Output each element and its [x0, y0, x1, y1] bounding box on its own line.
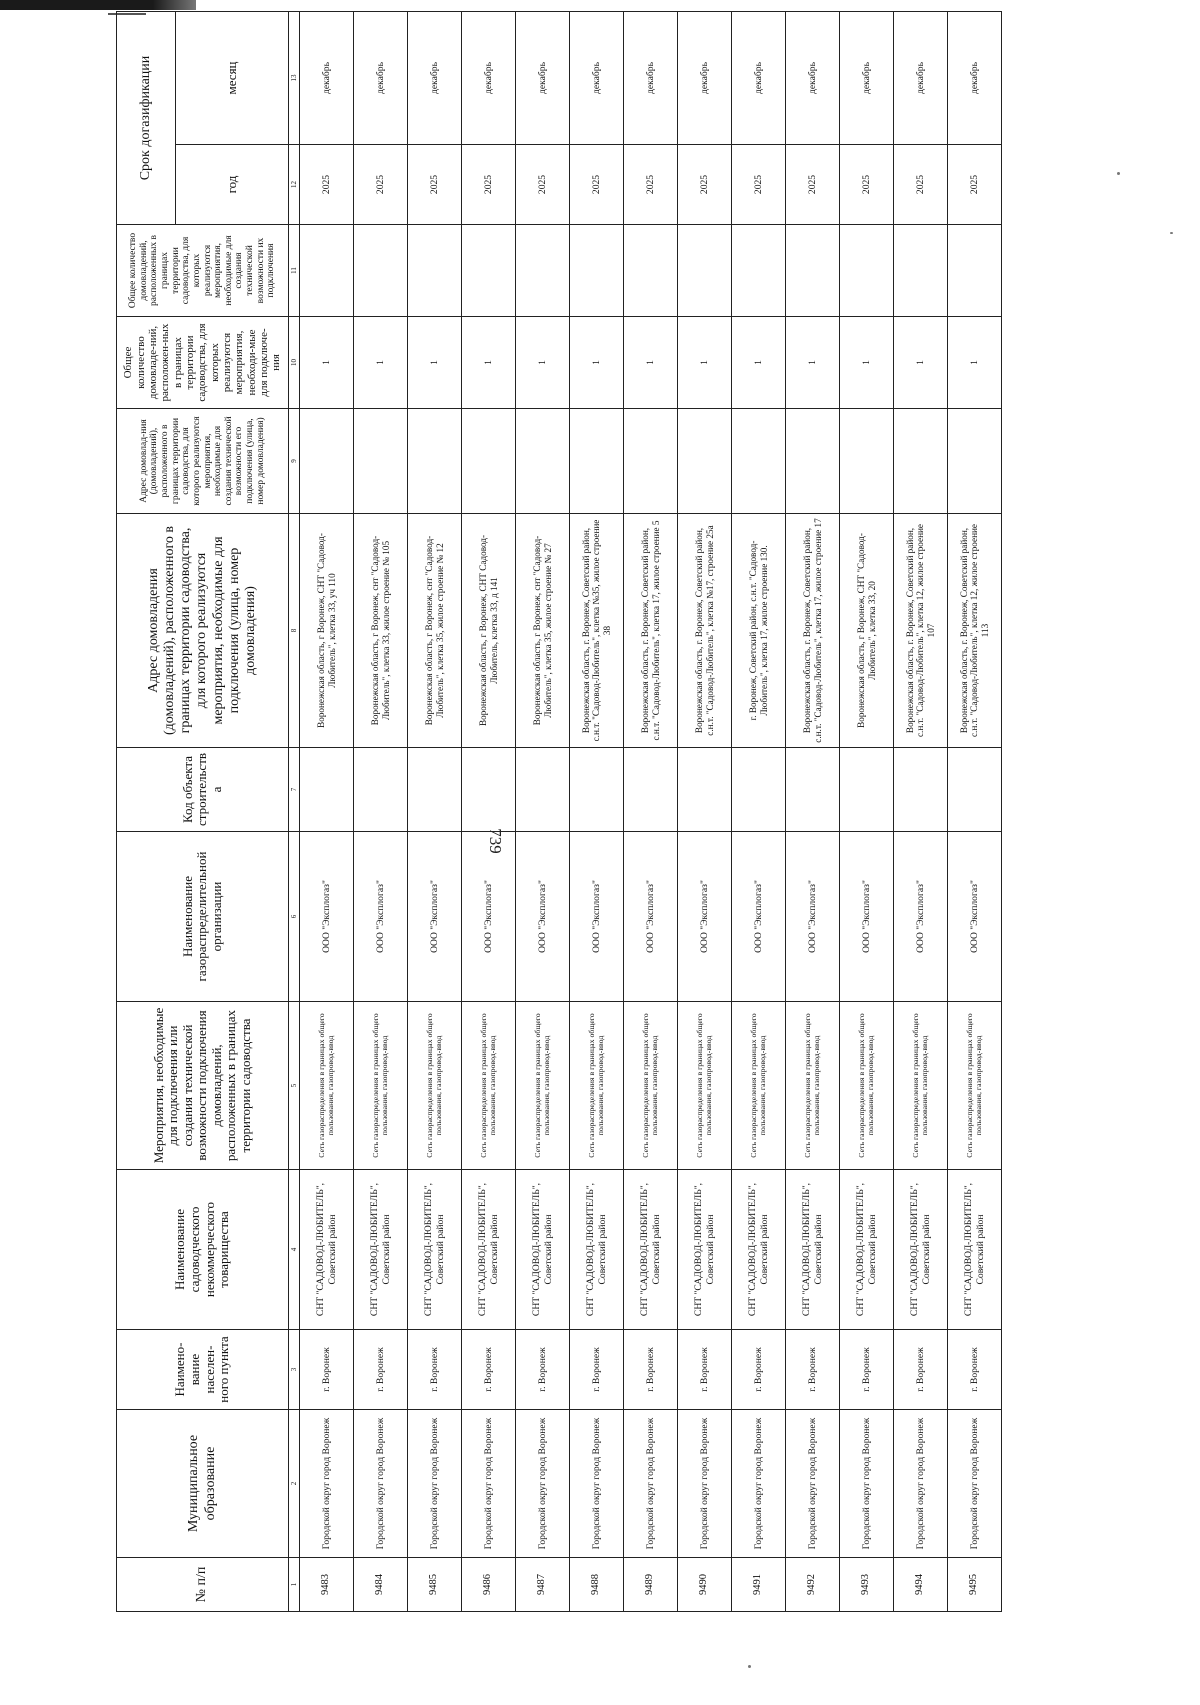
cell-number: 9487 [516, 1558, 570, 1612]
cell-gas-org: ООО "Эксплогаз" [570, 832, 624, 1002]
column-number: 4 [289, 1170, 300, 1330]
rotated-table-container [116, 55, 1096, 1612]
cell-count-tech [732, 225, 786, 317]
scan-edge-mark [0, 0, 196, 10]
header-month: месяц [176, 12, 289, 145]
column-number-row [289, 12, 300, 1612]
cell-object-code [300, 748, 354, 832]
cell-month: декабрь [570, 12, 624, 145]
cell-snt: СНТ "САДОВОД-ЛЮБИТЕЛЬ", Советский район [948, 1170, 1002, 1330]
header-year: год [176, 145, 289, 225]
cell-address: Воронежская область, г. Воронеж, Советский район, с.н.т. "Садовод-Любитель", клетка №17, строение 25а [678, 514, 732, 748]
cell-settlement: г. Воронеж [786, 1330, 840, 1410]
header-number: № п/п [117, 1558, 289, 1612]
cell-address-tech [462, 409, 516, 514]
cell-gas-org: ООО "Эксплогаз" [786, 832, 840, 1002]
cell-number: 9492 [786, 1558, 840, 1612]
cell-count-tech [408, 225, 462, 317]
cell-snt: СНТ "САДОВОД-ЛЮБИТЕЛЬ", Советский район [354, 1170, 408, 1330]
table-row [948, 12, 1002, 1612]
cell-count-connect: 1 [624, 317, 678, 409]
cell-count-tech [786, 225, 840, 317]
cell-month: декабрь [732, 12, 786, 145]
column-number: 7 [289, 748, 300, 832]
cell-count-connect: 1 [462, 317, 516, 409]
cell-address-tech [894, 409, 948, 514]
cell-settlement: г. Воронеж [300, 1330, 354, 1410]
cell-year: 2025 [678, 145, 732, 225]
cell-municipality: Городской округ город Воронеж [462, 1410, 516, 1558]
cell-settlement: г. Воронеж [948, 1330, 1002, 1410]
scan-speck [1117, 172, 1120, 175]
table-row [786, 12, 840, 1612]
cell-measures: Сеть газораспределения в границах общего пользования, газопровод-ввод [354, 1002, 408, 1170]
cell-object-code [678, 748, 732, 832]
cell-month: декабрь [408, 12, 462, 145]
cell-number: 9491 [732, 1558, 786, 1612]
cell-settlement: г. Воронеж [408, 1330, 462, 1410]
cell-month: декабрь [840, 12, 894, 145]
cell-count-connect: 1 [732, 317, 786, 409]
cell-municipality: Городской округ город Воронеж [732, 1410, 786, 1558]
cell-count-connect: 1 [354, 317, 408, 409]
gasification-table [116, 11, 1002, 1612]
table-row [516, 12, 570, 1612]
cell-snt: СНТ "САДОВОД-ЛЮБИТЕЛЬ", Советский район [462, 1170, 516, 1330]
cell-measures: Сеть газораспределения в границах общего пользования, газопровод-ввод [948, 1002, 1002, 1170]
header-term: Срок догазификации [117, 12, 176, 225]
cell-count-connect: 1 [678, 317, 732, 409]
cell-count-tech [840, 225, 894, 317]
cell-address: Воронежская область, г Воронеж, СНТ "Садовод-Любитель", клетка 33, уч 110 [300, 514, 354, 748]
cell-municipality: Городской округ город Воронеж [786, 1410, 840, 1558]
column-number: 1 [289, 1558, 300, 1612]
header-object-code: Код объекта строительства [117, 748, 289, 832]
cell-year: 2025 [894, 145, 948, 225]
cell-measures: Сеть газораспределения в границах общего пользования, газопровод-ввод [516, 1002, 570, 1170]
table-row [894, 12, 948, 1612]
cell-count-connect: 1 [840, 317, 894, 409]
cell-measures: Сеть газораспределения в границах общего пользования, газопровод-ввод [408, 1002, 462, 1170]
cell-address-tech [516, 409, 570, 514]
cell-address-tech [678, 409, 732, 514]
cell-count-connect: 1 [786, 317, 840, 409]
cell-address-tech [840, 409, 894, 514]
cell-municipality: Городской округ город Воронеж [678, 1410, 732, 1558]
cell-municipality: Городской округ город Воронеж [300, 1410, 354, 1558]
cell-snt: СНТ "САДОВОД-ЛЮБИТЕЛЬ", Советский район [624, 1170, 678, 1330]
table-body [300, 12, 1002, 1612]
table-row [408, 12, 462, 1612]
cell-year: 2025 [786, 145, 840, 225]
header-count-tech: Общее количество домовладений, расположенных в границах территории садоводства, для которых реализуются мероприятия, необходимые для создания технической возможности их подключения [117, 225, 289, 317]
cell-year: 2025 [354, 145, 408, 225]
page-number: 739 [486, 828, 505, 854]
cell-count-tech [624, 225, 678, 317]
cell-municipality: Городской округ город Воронеж [894, 1410, 948, 1558]
cell-count-tech [462, 225, 516, 317]
cell-month: декабрь [948, 12, 1002, 145]
cell-municipality: Городской округ город Воронеж [408, 1410, 462, 1558]
cell-gas-org: ООО "Эксплогаз" [678, 832, 732, 1002]
cell-object-code [570, 748, 624, 832]
cell-month: декабрь [462, 12, 516, 145]
header-count-connect: Общее количество домовладе-ний, расположен-ных в границах территории садоводства, для которых реализуются мероприятия, необходи-мые для подключе-ния [117, 317, 289, 409]
cell-object-code [894, 748, 948, 832]
cell-settlement: г. Воронеж [570, 1330, 624, 1410]
column-number: 12 [289, 145, 300, 225]
cell-object-code [786, 748, 840, 832]
cell-settlement: г. Воронеж [840, 1330, 894, 1410]
cell-municipality: Городской округ город Воронеж [840, 1410, 894, 1558]
cell-address: Воронежская область, г. Воронеж, Советский район, с.н.т. "Садовод-Любитель", клетка 12, жилое строение 107 [894, 514, 948, 748]
cell-settlement: г. Воронеж [624, 1330, 678, 1410]
cell-snt: СНТ "САДОВОД-ЛЮБИТЕЛЬ", Советский район [732, 1170, 786, 1330]
cell-snt: СНТ "САДОВОД-ЛЮБИТЕЛЬ", Советский район [786, 1170, 840, 1330]
cell-snt: СНТ "САДОВОД-ЛЮБИТЕЛЬ", Советский район [300, 1170, 354, 1330]
header-address: Адрес домовладения (домовладений), расположенного в границах территории садоводства, для которого реализуются мероприятия, необходимые для подключения (улица, номер домовладения) [117, 514, 289, 748]
cell-measures: Сеть газораспределения в границах общего пользования, газопровод-ввод [732, 1002, 786, 1170]
cell-count-tech [516, 225, 570, 317]
cell-measures: Сеть газораспределения в границах общего пользования, газопровод-ввод [300, 1002, 354, 1170]
cell-gas-org: ООО "Эксплогаз" [840, 832, 894, 1002]
cell-year: 2025 [732, 145, 786, 225]
cell-settlement: г. Воронеж [732, 1330, 786, 1410]
cell-settlement: г. Воронеж [516, 1330, 570, 1410]
cell-snt: СНТ "САДОВОД-ЛЮБИТЕЛЬ", Советский район [408, 1170, 462, 1330]
cell-address: Воронежская область, г Воронеж, снт "Садовод-Любитель", клетка 35, жилое строение № 27 [516, 514, 570, 748]
cell-address: Воронежская область, г. Воронеж, Советский район, с.н.т. "Садовод-Любитель", клетка №35, жилое строение 38 [570, 514, 624, 748]
cell-year: 2025 [462, 145, 516, 225]
cell-year: 2025 [570, 145, 624, 225]
header-measures: Мероприятия, необходимые для подключения или создания технической возможности подключения домовладений, расположенных в границах территории садоводства [117, 1002, 289, 1170]
cell-address: Воронежская область, г. Воронеж, Советский район, с.н.т. "Садовод-Любитель", клетка 12, жилое строение 113 [948, 514, 1002, 748]
cell-count-tech [948, 225, 1002, 317]
table-row [354, 12, 408, 1612]
table-row [732, 12, 786, 1612]
cell-count-connect: 1 [894, 317, 948, 409]
cell-snt: СНТ "САДОВОД-ЛЮБИТЕЛЬ", Советский район [894, 1170, 948, 1330]
cell-number: 9494 [894, 1558, 948, 1612]
cell-address: Воронежская область, г. Воронеж, Советский район, с.н.т. "Садовод-Любитель", клетка 17, жилое строение 5 [624, 514, 678, 748]
cell-year: 2025 [516, 145, 570, 225]
table-row [840, 12, 894, 1612]
cell-number: 9484 [354, 1558, 408, 1612]
cell-snt: СНТ "САДОВОД-ЛЮБИТЕЛЬ", Советский район [570, 1170, 624, 1330]
cell-gas-org: ООО "Эксплогаз" [516, 832, 570, 1002]
cell-count-tech [678, 225, 732, 317]
cell-count-tech [894, 225, 948, 317]
cell-count-connect: 1 [408, 317, 462, 409]
cell-number: 9485 [408, 1558, 462, 1612]
cell-municipality: Городской округ город Воронеж [948, 1410, 1002, 1558]
column-number: 2 [289, 1410, 300, 1558]
cell-object-code [516, 748, 570, 832]
cell-gas-org: ООО "Эксплогаз" [462, 832, 516, 1002]
cell-object-code [948, 748, 1002, 832]
column-number: 10 [289, 317, 300, 409]
cell-address-tech [786, 409, 840, 514]
cell-address: Воронежская область, г Воронеж, снт "Садовод-Любитель", клетка 35, жилое строение № 12 [408, 514, 462, 748]
cell-address: Воронежская область, г. Воронеж, Советский район, с.н.т. "Садовод-Любитель", клетка 17, жилое строение 17 [786, 514, 840, 748]
cell-number: 9493 [840, 1558, 894, 1612]
cell-address-tech [948, 409, 1002, 514]
table-row [570, 12, 624, 1612]
column-number: 9 [289, 409, 300, 514]
column-number: 8 [289, 514, 300, 748]
cell-gas-org: ООО "Эксплогаз" [624, 832, 678, 1002]
cell-address-tech [624, 409, 678, 514]
cell-number: 9490 [678, 1558, 732, 1612]
scan-speck [748, 1665, 751, 1668]
cell-number: 9489 [624, 1558, 678, 1612]
cell-settlement: г. Воронеж [462, 1330, 516, 1410]
table-row [300, 12, 354, 1612]
table-row [624, 12, 678, 1612]
cell-measures: Сеть газораспределения в границах общего пользования, газопровод-ввод [840, 1002, 894, 1170]
cell-gas-org: ООО "Эксплогаз" [408, 832, 462, 1002]
cell-year: 2025 [840, 145, 894, 225]
cell-count-connect: 1 [570, 317, 624, 409]
cell-count-tech [570, 225, 624, 317]
cell-address: Воронежская область, г Воронеж, СНТ "Садовод-Любитель", клетка 33, 20 [840, 514, 894, 748]
cell-municipality: Городской округ город Воронеж [570, 1410, 624, 1558]
column-number: 6 [289, 832, 300, 1002]
cell-object-code [624, 748, 678, 832]
cell-number: 9488 [570, 1558, 624, 1612]
cell-address-tech [408, 409, 462, 514]
cell-count-tech [354, 225, 408, 317]
column-number: 13 [289, 12, 300, 145]
cell-number: 9483 [300, 1558, 354, 1612]
cell-month: декабрь [516, 12, 570, 145]
cell-gas-org: ООО "Эксплогаз" [300, 832, 354, 1002]
cell-year: 2025 [624, 145, 678, 225]
header-address-tech: Адрес домовлад-ния (домовладений), расположенного в границах территории садоводства, для которого реализуются мероприятия, необходимые для создания технической возможности его подключения (улица, номер домовладения) [117, 409, 289, 514]
cell-snt: СНТ "САДОВОД-ЛЮБИТЕЛЬ", Советский район [516, 1170, 570, 1330]
column-number: 11 [289, 225, 300, 317]
cell-object-code [732, 748, 786, 832]
cell-snt: СНТ "САДОВОД-ЛЮБИТЕЛЬ", Советский район [678, 1170, 732, 1330]
table-row [462, 12, 516, 1612]
cell-municipality: Городской округ город Воронеж [624, 1410, 678, 1558]
cell-year: 2025 [300, 145, 354, 225]
header-snt: Наименование садоводческого некоммерческого товарищества [117, 1170, 289, 1330]
column-number: 5 [289, 1002, 300, 1170]
cell-snt: СНТ "САДОВОД-ЛЮБИТЕЛЬ", Советский район [840, 1170, 894, 1330]
cell-count-tech [300, 225, 354, 317]
cell-address: Воронежская область, г Воронеж, СНТ Садовод-Любитель, клетка 33, д 141 [462, 514, 516, 748]
cell-address-tech [300, 409, 354, 514]
cell-measures: Сеть газораспределения в границах общего пользования, газопровод-ввод [462, 1002, 516, 1170]
cell-measures: Сеть газораспределения в границах общего пользования, газопровод-ввод [786, 1002, 840, 1170]
cell-address-tech [354, 409, 408, 514]
cell-month: декабрь [894, 12, 948, 145]
cell-object-code [354, 748, 408, 832]
cell-count-connect: 1 [948, 317, 1002, 409]
cell-measures: Сеть газораспределения в границах общего пользования, газопровод-ввод [894, 1002, 948, 1170]
column-number: 3 [289, 1330, 300, 1410]
cell-year: 2025 [948, 145, 1002, 225]
scan-speck [1170, 232, 1173, 234]
cell-gas-org: ООО "Эксплогаз" [948, 832, 1002, 1002]
cell-month: декабрь [786, 12, 840, 145]
cell-count-connect: 1 [516, 317, 570, 409]
cell-address: г. Воронеж, Советский район, с.н.т. "Садовод-Любитель", клетка 17, жилое строение 130. [732, 514, 786, 748]
cell-measures: Сеть газораспределения в границах общего пользования, газопровод-ввод [624, 1002, 678, 1170]
cell-number: 9486 [462, 1558, 516, 1612]
cell-municipality: Городской округ город Воронеж [516, 1410, 570, 1558]
cell-month: декабрь [624, 12, 678, 145]
cell-gas-org: ООО "Эксплогаз" [354, 832, 408, 1002]
cell-address-tech [732, 409, 786, 514]
cell-year: 2025 [408, 145, 462, 225]
cell-object-code [408, 748, 462, 832]
cell-number: 9495 [948, 1558, 1002, 1612]
cell-address: Воронежская область, г Воронеж, снт "Садовод-Любитель", клетка 33, жилое строение № 105 [354, 514, 408, 748]
cell-gas-org: ООО "Эксплогаз" [732, 832, 786, 1002]
cell-object-code [840, 748, 894, 832]
table-row [678, 12, 732, 1612]
header-row-1 [117, 12, 176, 1612]
header-municipality: Муниципальное образование [117, 1410, 289, 1558]
header-settlement: Наимено-вание населен-ного пункта [117, 1330, 289, 1410]
cell-month: декабрь [300, 12, 354, 145]
cell-settlement: г. Воронеж [894, 1330, 948, 1410]
cell-gas-org: ООО "Эксплогаз" [894, 832, 948, 1002]
cell-address-tech [570, 409, 624, 514]
cell-measures: Сеть газораспределения в границах общего пользования, газопровод-ввод [570, 1002, 624, 1170]
cell-settlement: г. Воронеж [678, 1330, 732, 1410]
cell-month: декабрь [354, 12, 408, 145]
cell-municipality: Городской округ город Воронеж [354, 1410, 408, 1558]
cell-count-connect: 1 [300, 317, 354, 409]
cell-settlement: г. Воронеж [354, 1330, 408, 1410]
cell-month: декабрь [678, 12, 732, 145]
cell-measures: Сеть газораспределения в границах общего пользования, газопровод-ввод [678, 1002, 732, 1170]
cell-object-code [462, 748, 516, 832]
header-gas-org: Наименование газораспределительной организации [117, 832, 289, 1002]
